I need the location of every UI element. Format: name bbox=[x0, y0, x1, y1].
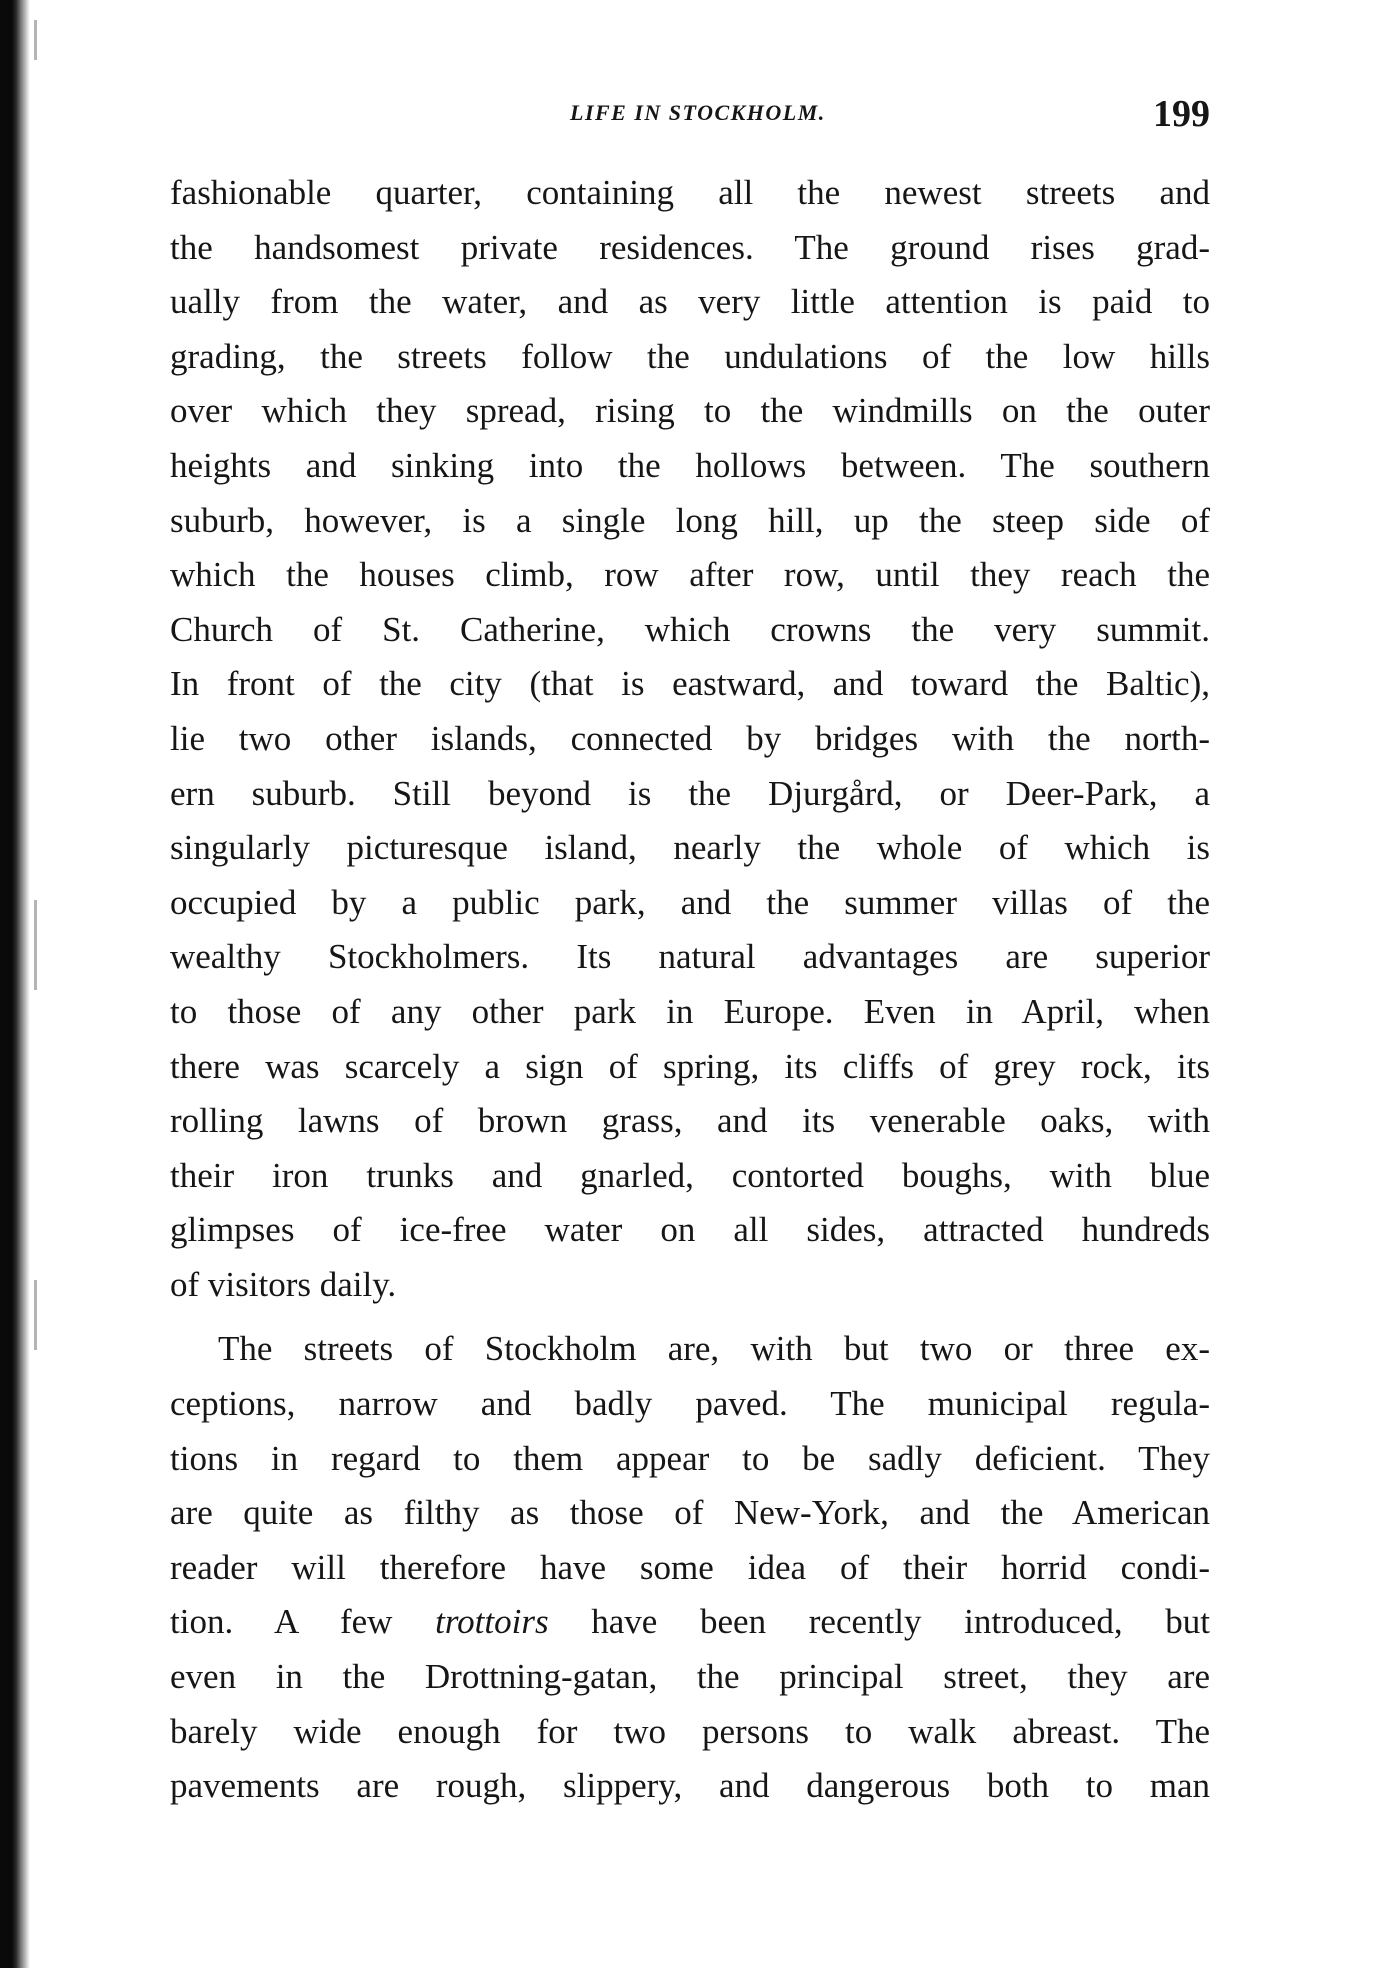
text-segment: have been recently introduced, but bbox=[548, 1602, 1210, 1642]
text-line: barely wide enough for two persons to walk abreast. The bbox=[170, 1711, 1210, 1751]
body-text bbox=[170, 166, 1210, 1814]
text-line: suburb, however, is a single long hill, up the steep side of bbox=[170, 500, 1210, 540]
page-number: 199 bbox=[1153, 93, 1210, 135]
text-line: In front of the city (that is eastward, and toward the Baltic), bbox=[170, 664, 1210, 704]
paragraph bbox=[170, 1322, 1210, 1813]
text-line: lie two other islands, connected by bridges with the north- bbox=[170, 718, 1210, 758]
binding-edge bbox=[0, 0, 30, 1968]
text-segment: tion. A few bbox=[170, 1602, 436, 1642]
text-line: fashionable quarter, containing all the newest streets and bbox=[170, 173, 1210, 212]
text-line: wealthy Stockholmers. Its natural advantages are superior bbox=[170, 937, 1210, 977]
text-line: heights and sinking into the hollows between. The southern bbox=[170, 445, 1210, 485]
text-line: grading, the streets follow the undulations of the low hills bbox=[170, 336, 1210, 376]
text-line: even in the Drottning-gatan, the principal street, they are bbox=[170, 1657, 1210, 1697]
text-line: ually from the water, and as very little attention is paid to bbox=[170, 282, 1210, 322]
text-line: singularly picturesque island, nearly the whole of which is bbox=[170, 828, 1210, 868]
text-line: ceptions, narrow and badly paved. The municipal regula- bbox=[170, 1384, 1210, 1424]
text-line: there was scarcely a sign of spring, its cliffs of grey rock, its bbox=[170, 1046, 1210, 1086]
italic-word: trottoirs bbox=[435, 1602, 549, 1642]
text-line: pavements are rough, slippery, and dangerous both to man bbox=[170, 1766, 1210, 1806]
paragraph bbox=[170, 166, 1210, 1312]
text-line: which the houses climb, row after row, until they reach the bbox=[170, 555, 1210, 595]
text-line: the handsomest private residences. The ground rises grad- bbox=[170, 227, 1210, 267]
scan-speck bbox=[34, 20, 37, 60]
running-head: LIFE IN STOCKHOLM. bbox=[570, 100, 826, 125]
text-line: rolling lawns of brown grass, and its venerable oaks, with bbox=[170, 1101, 1210, 1141]
text-line: ern suburb. Still beyond is the Djurgård, or Deer-Park, a bbox=[170, 773, 1210, 813]
text-line: glimpses of ice-free water on all sides, attracted hundreds bbox=[170, 1210, 1210, 1250]
text-line: are quite as filthy as those of New-York, and the American bbox=[170, 1493, 1210, 1533]
page-header bbox=[170, 92, 1210, 142]
text-line: tions in regard to them appear to be sadly deficient. They bbox=[170, 1438, 1210, 1478]
text-line: The streets of Stockholm are, with but two or three ex- bbox=[218, 1329, 1210, 1369]
text-line: to those of any other park in Europe. Even in April, when bbox=[170, 991, 1210, 1031]
scan-speck bbox=[34, 1280, 37, 1350]
text-line: of visitors daily. bbox=[170, 1264, 397, 1304]
text-line-with-italic bbox=[170, 1595, 1210, 1650]
text-line: their iron trunks and gnarled, contorted boughs, with blue bbox=[170, 1155, 1210, 1195]
text-line: occupied by a public park, and the summer villas of the bbox=[170, 882, 1210, 922]
text-line: reader will therefore have some idea of their horrid condi- bbox=[170, 1547, 1210, 1587]
text-line: Church of St. Catherine, which crowns the very summit. bbox=[170, 609, 1210, 649]
scan-speck bbox=[34, 900, 37, 990]
text-line: over which they spread, rising to the windmills on the outer bbox=[170, 391, 1210, 431]
